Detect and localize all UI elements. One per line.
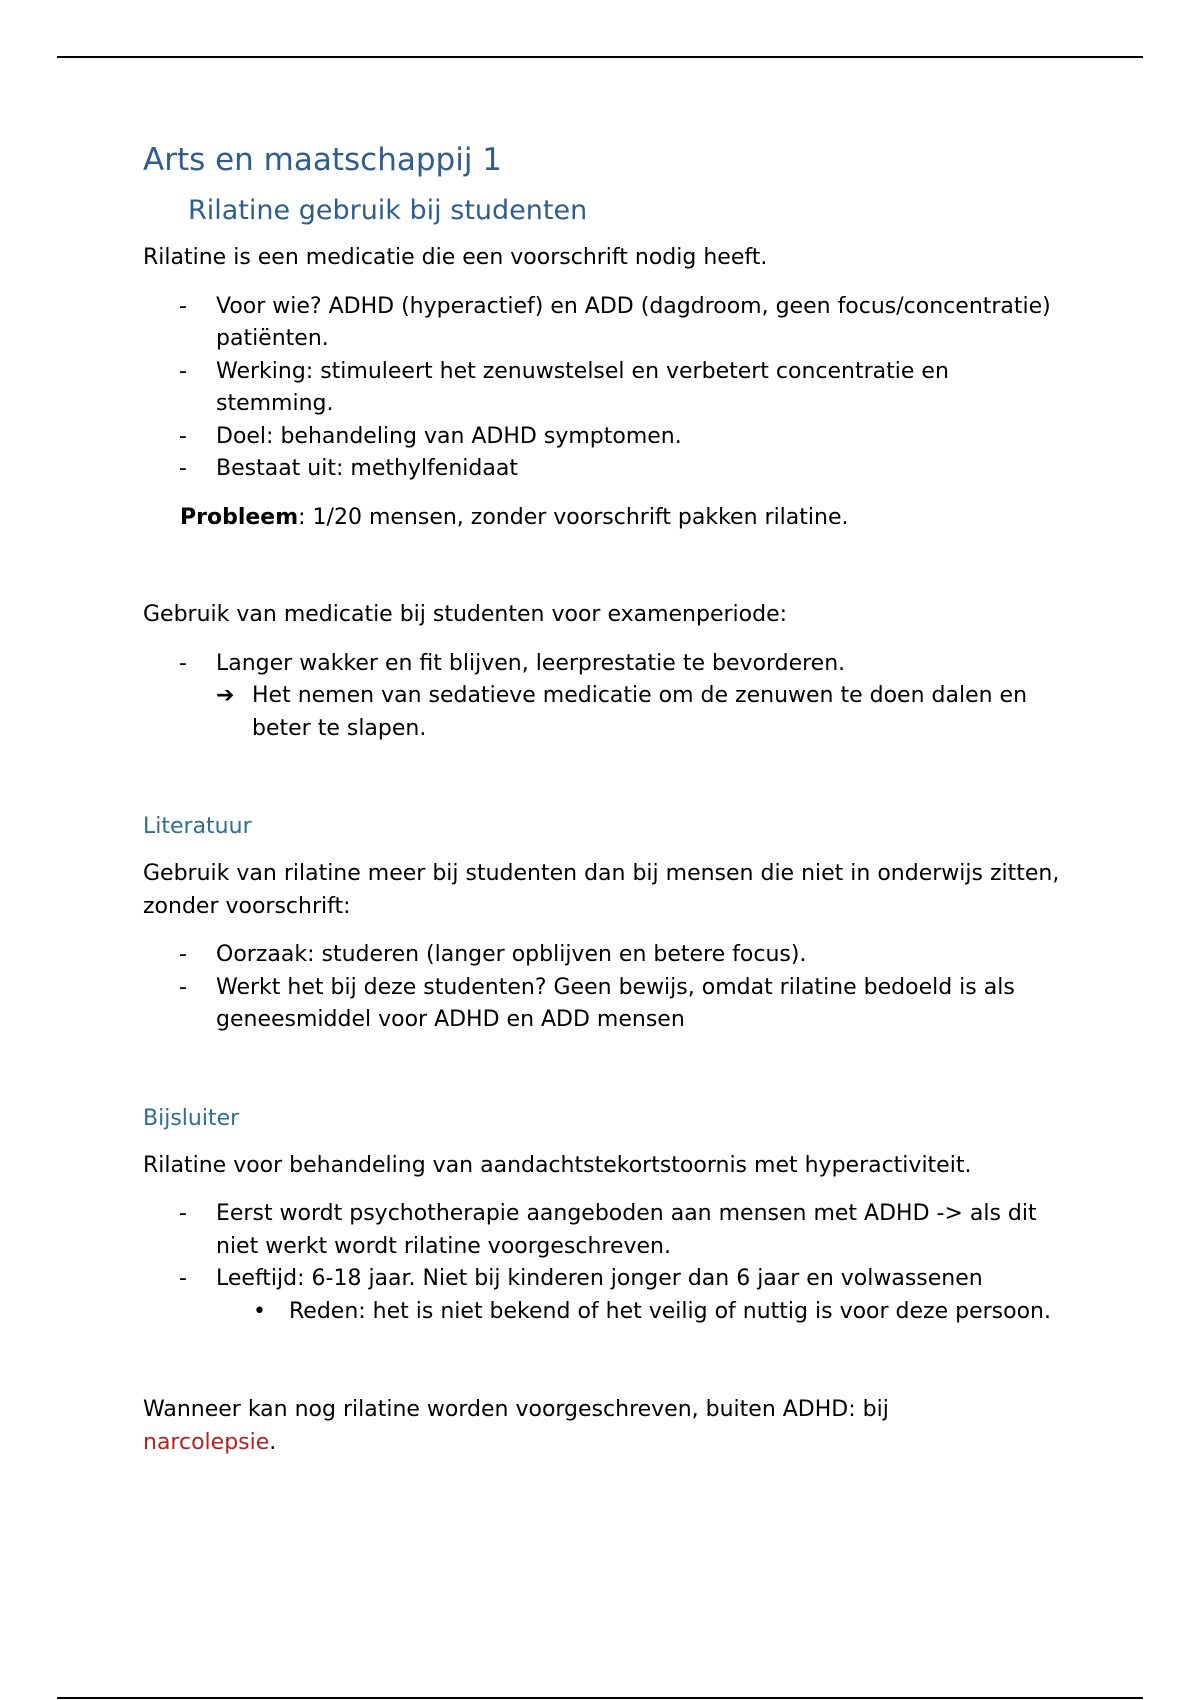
dash-marker: - (179, 293, 187, 319)
list-item: - Bestaat uit: methylfenidaat (143, 453, 1073, 486)
exam-list (143, 648, 1073, 746)
leaflet-heading: Bijsluiter (143, 1105, 240, 1131)
list-item: • Reden: het is niet bekend of het veilig of nuttig is voor deze persoon. (143, 1296, 1073, 1329)
closing-paragraph: Wanneer kan nog rilatine worden voorgeschreven, buiten ADHD: bij narcolepsie. (143, 1397, 889, 1455)
dash-marker: - (179, 942, 187, 967)
bullet-marker: • (253, 1298, 266, 1324)
literature-paragraph: Gebruik van rilatine meer bij studenten dan bij mensen die niet in onderwijs zitten, zonder voorschrift: (143, 861, 1060, 919)
intro-list (143, 291, 1073, 486)
list-item: - Oorzaak: studeren (langer opblijven en betere focus). (143, 939, 1073, 972)
dash-marker: - (179, 1266, 187, 1291)
exam-paragraph: Gebruik van medicatie bij studenten voor examenperiode: (143, 602, 788, 627)
problem-statement: Probleem: 1/20 mensen, zonder voorschrift pakken rilatine. (180, 504, 849, 530)
dash-marker: - (179, 456, 187, 481)
problem-label: Probleem (180, 504, 299, 530)
list-item: - Doel: behandeling van ADHD symptomen. (143, 421, 1073, 454)
bottom-rule (57, 1697, 1143, 1699)
dash-marker: - (179, 1201, 187, 1226)
page-title: Arts en maatschappij 1 (143, 142, 503, 178)
top-rule (57, 56, 1143, 58)
intro-paragraph: Rilatine is een medicatie die een voorschrift nodig heeft. (143, 245, 768, 270)
leaflet-paragraph: Rilatine voor behandeling van aandachtstekortstoornis met hyperactiviteit. (143, 1152, 972, 1178)
dash-marker: - (179, 358, 187, 384)
leaflet-sublist (216, 1296, 1073, 1329)
list-item: - Werking: stimuleert het zenuwstelsel en verbetert concentratie en stemming. (143, 356, 1073, 421)
highlighted-term: narcolepsie (143, 1429, 270, 1455)
list-item: - Eerst wordt psychotherapie aangeboden aan mensen met ADHD -> als dit niet werkt wordt rilatine voorgeschreven. (143, 1198, 1073, 1263)
literature-list (143, 939, 1073, 1037)
document-body (143, 138, 1073, 1459)
list-item: - Langer wakker en fit blijven, leerprestatie te bevorderen. ➔ Het nemen van sedatieve medicatie om de zenuwen te doen dalen en beter te slapen. (143, 648, 1073, 746)
arrow-right-icon: ➔ (216, 683, 235, 708)
list-item: - Leeftijd: 6-18 jaar. Niet bij kinderen jonger dan 6 jaar en volwassenen • Reden: het is niet bekend of het veilig of nuttig is voor deze persoon. (143, 1263, 1073, 1328)
literature-heading: Literatuur (143, 814, 252, 839)
list-item: - Voor wie? ADHD (hyperactief) en ADD (dagdroom, geen focus/concentratie) patiënten. (143, 291, 1073, 356)
arrow-note: ➔ Het nemen van sedatieve medicatie om de zenuwen te doen dalen en beter te slapen. (216, 680, 1073, 745)
dash-marker: - (179, 423, 187, 449)
dash-marker: - (179, 650, 187, 676)
list-item: - Werkt het bij deze studenten? Geen bewijs, omdat rilatine bedoeld is als geneesmiddel voor ADHD en ADD mensen (143, 972, 1073, 1037)
leaflet-list (143, 1198, 1073, 1328)
dash-marker: - (179, 974, 187, 1000)
page-subtitle: Rilatine gebruik bij studenten (188, 195, 588, 226)
